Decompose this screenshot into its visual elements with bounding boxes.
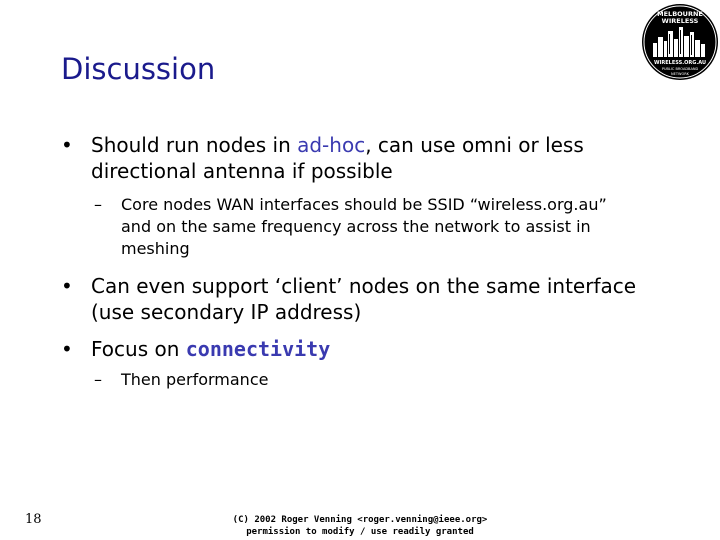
bullet-text: Should run nodes in ad-hoc, can use omni or less directional antenna if possible — [91, 133, 584, 183]
footer-copyright — [180, 514, 540, 538]
logo-text-line5: NETWORK — [671, 72, 689, 76]
subbullet-text: Then performance — [121, 370, 269, 389]
bullet-text: Can even support ‘client’ nodes on the same interface (use secondary IP address) — [91, 274, 637, 324]
logo-text-line4: PUBLIC BROADBAND — [661, 67, 699, 71]
logo-text-line3: WIRELESS.ORG.AU — [654, 60, 706, 66]
logo-text-line2: WIRELESS — [661, 17, 699, 25]
adhoc-highlight: ad-hoc — [297, 133, 366, 157]
bullet-marker: • — [61, 337, 73, 361]
footer-line-1: (C) 2002 Roger Venning <roger.venning@ieee.org> — [232, 515, 488, 525]
bullet-text: Focus on connectivity — [91, 337, 331, 361]
bullet-marker: • — [61, 133, 73, 157]
subbullet-text: Core nodes WAN interfaces should be SSID “wireless.org.au” and on the same frequency across the network to assist in meshing — [121, 195, 607, 258]
connectivity-highlight: connectivity — [185, 337, 331, 361]
footer-line-2: permission to modify / use readily granted — [246, 527, 474, 537]
melbourne-wireless-logo — [641, 3, 719, 81]
subbullet-marker: – — [94, 370, 102, 389]
slide-title: Discussion — [61, 52, 216, 86]
slide-number: 18 — [25, 512, 42, 527]
bullet-marker: • — [61, 274, 73, 298]
subbullet-marker: – — [94, 195, 102, 214]
logo-text-line1: MELBOURNE — [657, 10, 703, 18]
